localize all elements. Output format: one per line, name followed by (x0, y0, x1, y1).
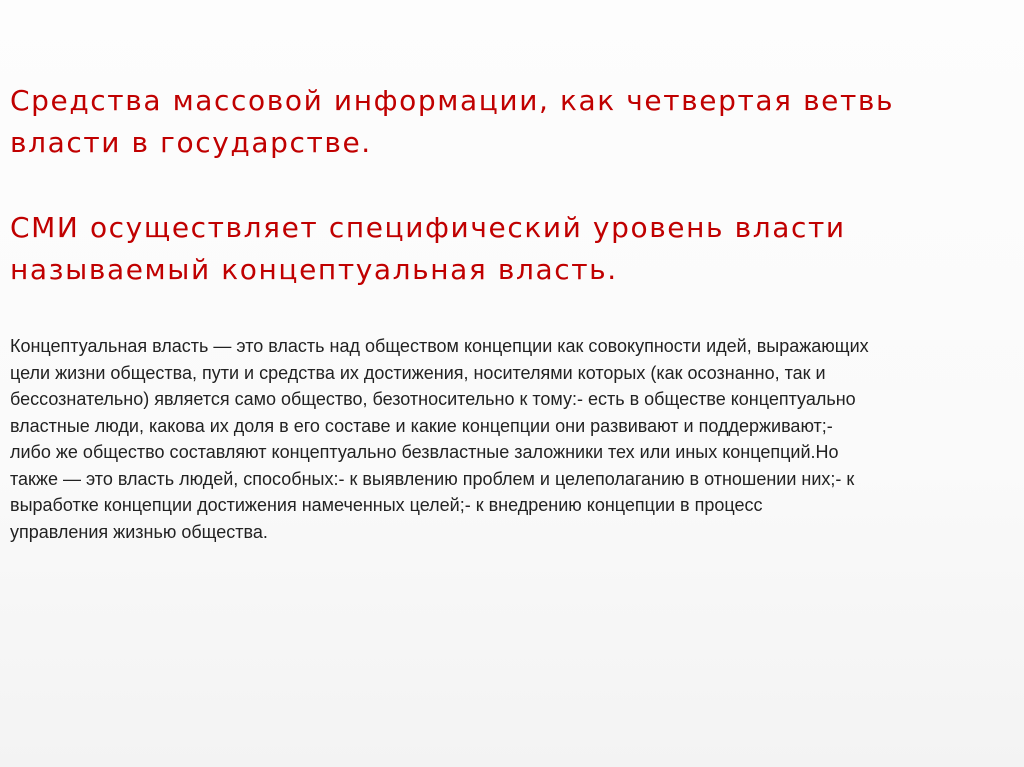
body-line: также — это власть людей, способных:- к выявлению проблем и целеполаганию в отношении них;- к (10, 468, 855, 489)
slide-heading-fourth-branch: Средства массовой информации, как четвертая ветвь власти в государстве. (10, 84, 895, 159)
body-line: властные люди, какова их доля в его составе и какие концепции они развивают и поддерживают;- (10, 415, 833, 436)
body-line: цели жизни общества, пути и средства их достижения, носителями которых (как осознанно, так и (10, 362, 826, 383)
slide-heading-conceptual-power: СМИ осуществляет специфический уровень власти называемый концептуальная власть. (10, 211, 846, 286)
slide-body-text (10, 333, 1010, 545)
body-line: либо же общество составляют концептуально безвластные заложники тех или иных концепций.Но (10, 442, 839, 462)
body-line: управления жизнью общества. (10, 521, 268, 542)
body-line: выработке концепции достижения намеченных целей;- к внедрению концепции в процесс (10, 495, 763, 515)
body-line: Концептуальная власть — это власть над обществом концепции как совокупности идей, выражающих (10, 336, 869, 356)
body-line: бессознательно) является само общество, безотносительно к тому:- есть в обществе концептуально (10, 389, 856, 409)
